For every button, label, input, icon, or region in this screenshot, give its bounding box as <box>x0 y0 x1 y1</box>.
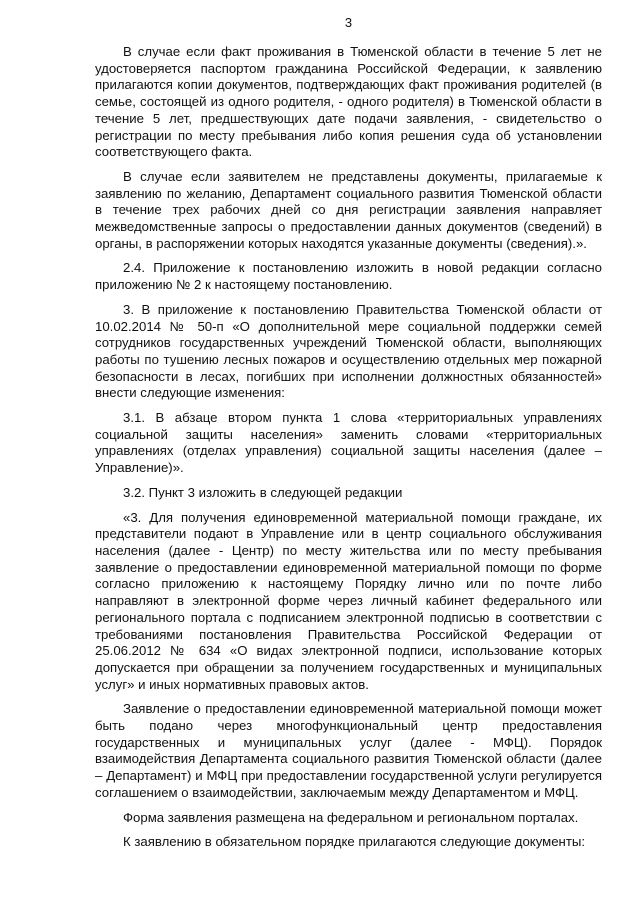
paragraph-item-3-2: 3.2. Пункт 3 изложить в следующей редакции <box>123 484 403 500</box>
paragraph-item-2-4: 2.4. Приложение к постановлению изложить в новой редакции согласно приложению № 2 к настоящему постановлению. <box>95 260 602 293</box>
page-number: 3 <box>344 15 353 30</box>
paragraph-residence-proof: В случае если факт проживания в Тюменской области в течение 5 лет не удостоверяется паспортом гражданина Российской Федерации, к заявлению прилагаются копии документов, подтверждающих факт проживания родителей (в семье, состоящей из одного родителя, - одного родителя) в Тюменской области в течение 5 лет, предшествующих дате подачи заявления, - свидетельство о регистрации по месту пребывания либо копия решения суда об установлении соответствующего факта. <box>95 44 602 160</box>
paragraph-interagency-requests: В случае если заявителем не представлены документы, прилагаемые к заявлению по желанию, Департамент социального развития Тюменской области в течение трех рабочих дней со дня регистрации заявления направляет межведомственные запросы о предоставлении данных документов (сведений) в органы, в распоряжении которых находятся указанные документы (сведения).». <box>95 168 602 251</box>
paragraph-item-3-1: 3.1. В абзаце втором пункта 1 слова «территориальных управлениях социальной защиты населения» заменить словами «территориальных управлениях (отделах управления) социальной защиты населения (далее – Управление)». <box>95 410 602 476</box>
paragraph-point-3-text: «3. Для получения единовременной материальной помощи граждане, их представители подают в Управление или в центр социального обслуживания населения (далее - Центр) по месту жительства или по месту пребывания заявление о предоставлении единовременной материальной помощи по форме согласно приложению к настоящему Порядку лично или по почте либо направляют в электронной форме через личный кабинет федерального или регионального портала с подписанием электронной подписью в соответствии с требованиями постановления Правительства Российской Федерации от 25.06.2012 № 634 «О видах электронной подписи, использование которых допускается при обращении за получением государственных и муниципальных услуг» и иных нормативных правовых актов. <box>95 509 602 692</box>
paragraph-form-location: Форма заявления размещена на федеральном и региональном порталах. <box>123 809 579 825</box>
paragraph-required-documents: К заявлению в обязательном порядке прилагаются следующие документы: <box>123 834 586 850</box>
paragraph-item-3: 3. В приложение к постановлению Правительства Тюменской области от 10.02.2014 № 50-п «О дополнительной мере социальной поддержки семей сотрудников государственных учреждений Тюменской области, выполняющих работы по тушению лесных пожаров и осуществлению отдельных мер пожарной безопасности в лесах, погибших при исполнении должностных обязанностей» внести следующие изменения: <box>95 301 602 401</box>
paragraph-mfc-application: Заявление о предоставлении единовременной материальной помощи может быть подано через многофункциональный центр предоставления государственных и муниципальных услуг (далее - МФЦ). Порядок взаимодействия Департамента социального развития Тюменской области (далее – Департамент) и МФЦ при предоставлении государственной услуги регулируется соглашением о взаимодействии, заключаемым между Департаментом и МФЦ. <box>95 701 602 800</box>
